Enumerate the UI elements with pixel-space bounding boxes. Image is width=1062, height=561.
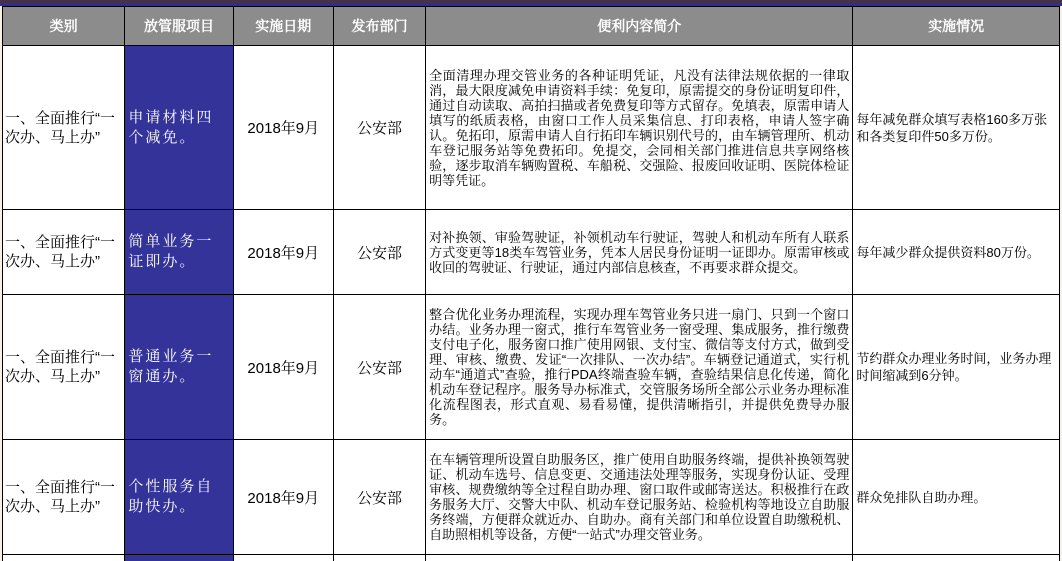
department-cell[interactable]: 公安部 [333,440,425,555]
status-cell[interactable]: 每年减免群众填写表格160多万张和各类复印件50多万份。 [853,46,1060,210]
department-cell[interactable] [333,555,425,561]
content-cell[interactable]: 整合优化业务办理流程，实现办理车驾管业务只进一扇门、只到一个窗口办结。业务办理一窗式，推行车驾管业务一窗受理、集成服务，推行缴费支付电子化，服务窗口推广使用网银、支付宝、微信等支付方式，做到受理、审核、缴费、发证“一次排队、一次办结”。车辆登记通道式，实行机动车“通道式”查验，推行PDA终端查验车辆，查验结果信息化传递，简化机动车登记程序。服务导办标准式，交管服务场所全部公示业务办理标准化流程图表，形式直观、易看易懂，提供清晰指引，并提供免费导办服务。 [426,295,853,440]
table-row [3,440,1060,555]
header-department[interactable]: 发布部门 [333,7,425,46]
department-cell[interactable]: 公安部 [333,46,425,210]
header-row [3,7,1060,46]
table-row [3,210,1060,295]
content-cell[interactable]: 在车辆管理所设置自助服务区，推广使用自助服务终端，提供补换领驾驶证、机动车选号、信息变更、交通违法处理等服务，实现身份认证、受理审核、规费缴纳等全过程自助办理、窗口取件或邮寄送达。积极推行在政务服务大厅、交警大中队、机动车登记服务站、检验机构等地设立自助服务终端，方便群众就近办、自助办。商有关部门和单位设置自助缴税机、自助照相机等设备，方便“一站式”办理交管业务。 [426,440,853,555]
date-cell[interactable]: 2018年9月 [233,46,333,210]
status-cell[interactable]: 群众免排队自助办理。 [853,440,1060,555]
header-status[interactable]: 实施情况 [853,7,1060,46]
content-cell[interactable]: 对补换领、审验驾驶证，补领机动车行驶证，驾驶人和机动车所有人联系方式变更等18类车驾管业务，凭本人居民身份证明一证即办。原需审核或收回的驾驶证、行驶证，通过内部信息核查，不再要求群众提交。 [426,210,853,295]
category-cell[interactable]: 一、全面推行“一次办、马上办” [3,46,125,210]
content-cell[interactable]: 全面清理办理交管业务的各种证明凭证，凡没有法律法规依据的一律取消，最大限度减免申请资料手续：免复印，原需提交的身份证明复印件，通过自动读取、高拍扫描或者免费复印等方式留存。免填表，原需申请人填写的纸质表格，由窗口工作人员采集信息、打印表格，申请人签字确认。免拓印，原需申请人自行拓印车辆识别代号的，由车辆管理所、机动车登记服务站等免费拓印。免提交，会同相关部门推进信息共享网络核验，逐步取消车辆购置税、车船税、交强险、报废回收证明、医院体检证明等凭证。 [426,46,853,210]
header-date[interactable]: 实施日期 [233,7,333,46]
project-cell[interactable]: 普通业务一窗通办。 [125,295,233,440]
status-cell[interactable] [853,555,1060,561]
category-cell[interactable]: 一、全面推行“一次办、马上办” [3,210,125,295]
content-cell[interactable] [426,555,853,561]
project-cell[interactable]: 申请材料四个减免。 [125,46,233,210]
table-row [3,46,1060,210]
department-cell[interactable]: 公安部 [333,210,425,295]
date-cell[interactable]: 2018年9月 [233,295,333,440]
header-project[interactable]: 放管服项目 [125,7,233,46]
table-row [3,295,1060,440]
status-cell[interactable]: 每年减少群众提供资料80万份。 [853,210,1060,295]
project-cell[interactable] [125,555,233,561]
project-cell[interactable]: 个性服务自助快办。 [125,440,233,555]
date-cell[interactable]: 2018年9月 [233,440,333,555]
header-category[interactable]: 类别 [3,7,125,46]
service-items-table [2,6,1060,561]
header-content[interactable]: 便利内容简介 [426,7,853,46]
status-cell[interactable]: 节约群众办理业务时间，业务办理时间缩减到6分钟。 [853,295,1060,440]
date-cell[interactable]: 2018年9月 [233,210,333,295]
date-cell[interactable] [233,555,333,561]
category-cell[interactable] [3,555,125,561]
category-cell[interactable]: 一、全面推行“一次办、马上办” [3,440,125,555]
department-cell[interactable]: 公安部 [333,295,425,440]
project-cell[interactable]: 简单业务一证即办。 [125,210,233,295]
category-cell[interactable]: 一、全面推行“一次办、马上办” [3,295,125,440]
table-row-partial [3,555,1060,561]
